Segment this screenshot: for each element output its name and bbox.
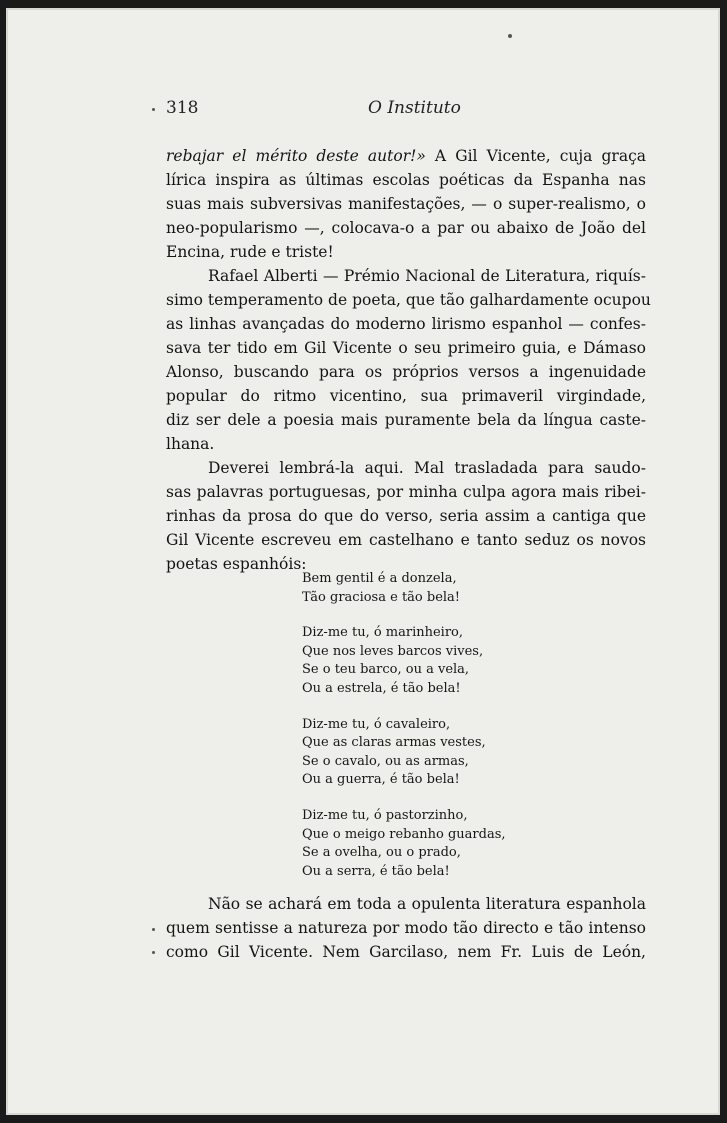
text-line: Não se achará em toda a opulenta literatura espanhola <box>208 895 646 913</box>
text-line: lhana. <box>166 435 215 453</box>
poem-line: Que as claras armas vestes, <box>302 735 486 751</box>
text-line: neo-popularismo —, colocava-o a par ou abaixo de João del <box>166 219 646 237</box>
poem-stanza <box>302 807 622 881</box>
poem-line: Que o meigo rebanho guardas, <box>302 826 506 842</box>
poem-line: Se a ovelha, ou o prado, <box>302 845 461 861</box>
text-line: sava ter tido em Gil Vicente o seu primeiro guia, e Dámaso <box>166 339 646 357</box>
poem-line: Se o cavalo, ou as armas, <box>302 753 469 769</box>
poem-line: Diz-me tu, ó cavaleiro, <box>302 716 451 732</box>
text-line: lírica inspira as últimas escolas poéticas da Espanha nas <box>166 171 646 189</box>
body-text-upper <box>166 144 651 576</box>
text-line: suas mais subversivas manifestações, — o super-realismo, o <box>166 195 646 213</box>
poem-line: Bem gentil é a donzela, <box>302 571 457 586</box>
text-line: Deverei lembrá-la aqui. Mal trasladada para saudo- <box>208 459 646 477</box>
poem-line: Ou a estrela, é tão bela! <box>302 680 461 696</box>
text-line: rinhas da prosa do que do verso, seria assim a cantiga que <box>166 507 646 525</box>
scan-speck <box>152 951 155 954</box>
poem-line: Que nos leves barcos vives, <box>302 643 484 659</box>
text-fragment: A Gil Vicente, cuja graça <box>425 147 646 165</box>
scan-speck <box>152 108 155 111</box>
text-line: diz ser dele a poesia mais puramente bela da língua caste- <box>166 411 646 429</box>
text-line: como Gil Vicente. Nem Garcilaso, nem Fr. Luis de León, <box>166 943 646 961</box>
text-line: quem sentisse a natureza por modo tão directo e tão intenso <box>166 919 646 937</box>
running-title: O Instituto <box>368 98 461 118</box>
scan-speck <box>508 34 512 38</box>
scan-speck <box>152 928 155 931</box>
text-line: sas palavras portuguesas, por minha culpa agora mais ribei- <box>166 483 646 501</box>
text-line: Encina, rude e triste! <box>166 243 334 261</box>
text-line: Gil Vicente escreveu em castelhano e tanto seduz os novos <box>166 531 646 549</box>
poem-line: Tão graciosa e tão bela! <box>302 589 461 605</box>
italic-quote: rebajar el mérito deste autor!» <box>166 147 426 165</box>
poem-line: Diz-me tu, ó marinheiro, <box>302 625 464 641</box>
poem-stanza <box>302 716 622 790</box>
poem-line: Diz-me tu, ó pastorzinho, <box>302 807 468 823</box>
poem-stanza <box>302 624 622 698</box>
page-header <box>166 98 646 122</box>
poem-stanza <box>302 570 622 607</box>
poem-line: Ou a serra, é tão bela! <box>302 863 450 879</box>
text-line: popular do ritmo vicentino, sua primaveril virgindade, <box>166 387 646 405</box>
page-number: 318 <box>166 98 199 118</box>
text-line: Rafael Alberti — Prémio Nacional de Literatura, riquís- <box>208 267 646 285</box>
poem-line: Ou a guerra, é tão bela! <box>302 772 460 788</box>
text-line <box>166 144 646 168</box>
poem <box>302 570 622 898</box>
text-line: Alonso, buscando para os próprios versos a ingenuidade <box>166 363 646 381</box>
body-text-lower <box>166 892 646 964</box>
text-line: as linhas avançadas do moderno lirismo espanhol — confes- <box>166 315 646 333</box>
text-line: simo temperamento de poeta, que tão galhardamente ocupou <box>166 291 651 309</box>
poem-line: Se o teu barco, ou a vela, <box>302 662 470 678</box>
book-page <box>6 8 720 1115</box>
text-line: poetas espanhóis: <box>166 555 307 573</box>
